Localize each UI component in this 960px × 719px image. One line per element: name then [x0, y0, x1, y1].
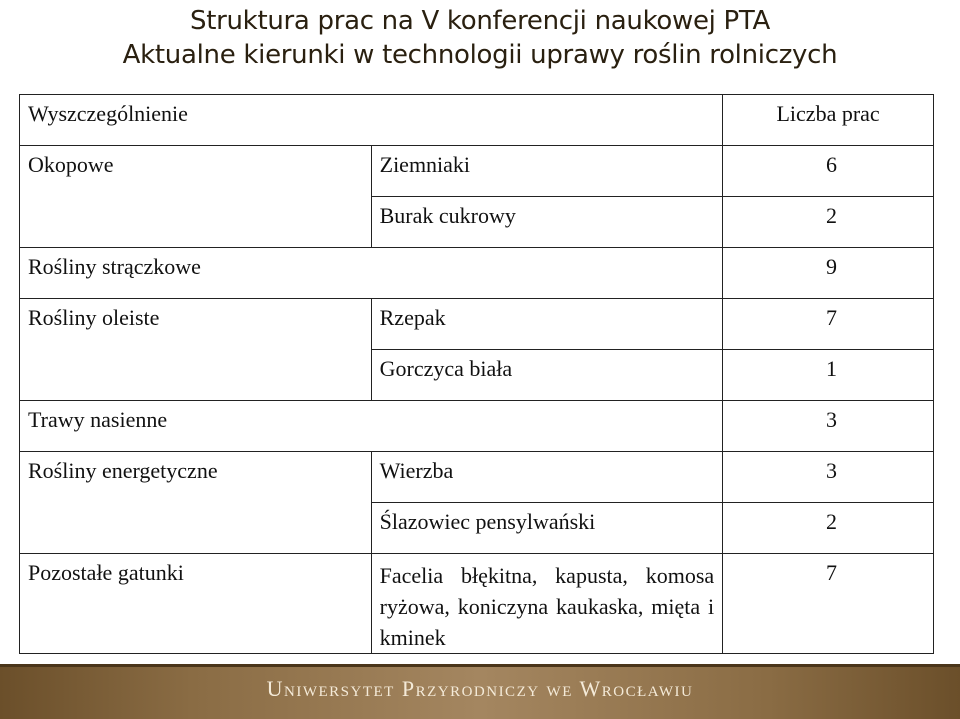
category-cell: Rośliny energetyczne [20, 452, 372, 503]
item-cell: Ziemniaki [371, 146, 723, 197]
count-cell: 2 [723, 503, 934, 554]
category-cell: Rośliny strączkowe [20, 248, 372, 299]
item-cell [371, 401, 723, 452]
footer-divider [0, 664, 960, 667]
slide-title [0, 4, 960, 72]
item-cell: Ślazowiec pensylwański [371, 503, 723, 554]
item-cell: Burak cukrowy [371, 197, 723, 248]
count-cell: 3 [723, 401, 934, 452]
table-row [20, 554, 934, 654]
count-cell: 6 [723, 146, 934, 197]
header-empty [371, 95, 723, 146]
category-cell: Pozostałe gatunki [20, 554, 372, 654]
count-cell: 7 [723, 554, 934, 654]
header-specification: Wyszczególnienie [20, 95, 372, 146]
item-cell [371, 248, 723, 299]
table-header-row [20, 95, 934, 146]
header-count: Liczba prac [723, 95, 934, 146]
table-row [20, 503, 934, 554]
item-cell: Wierzba [371, 452, 723, 503]
works-table [19, 94, 934, 654]
university-name: Uniwersytet Przyrodniczy we Wrocławiu [266, 676, 694, 701]
table-row [20, 197, 934, 248]
title-line-2: Aktualne kierunki w technologii uprawy roślin rolniczych [122, 40, 838, 70]
item-cell: Facelia błękitna, kapusta, komosa ryżowa, koniczyna kaukaska, mięta i kminek [371, 554, 723, 654]
table-row [20, 299, 934, 350]
item-cell: Gorczyca biała [371, 350, 723, 401]
item-cell: Rzepak [371, 299, 723, 350]
category-cell [20, 350, 372, 401]
category-cell: Okopowe [20, 146, 372, 197]
category-cell [20, 197, 372, 248]
category-cell [20, 503, 372, 554]
table-row [20, 401, 934, 452]
table-row [20, 146, 934, 197]
category-cell: Rośliny oleiste [20, 299, 372, 350]
title-line-1: Struktura prac na V konferencji naukowej PTA [190, 6, 770, 36]
category-cell: Trawy nasienne [20, 401, 372, 452]
table-row [20, 452, 934, 503]
count-cell: 7 [723, 299, 934, 350]
table-row [20, 248, 934, 299]
table-row [20, 350, 934, 401]
count-cell: 3 [723, 452, 934, 503]
count-cell: 1 [723, 350, 934, 401]
count-cell: 2 [723, 197, 934, 248]
count-cell: 9 [723, 248, 934, 299]
